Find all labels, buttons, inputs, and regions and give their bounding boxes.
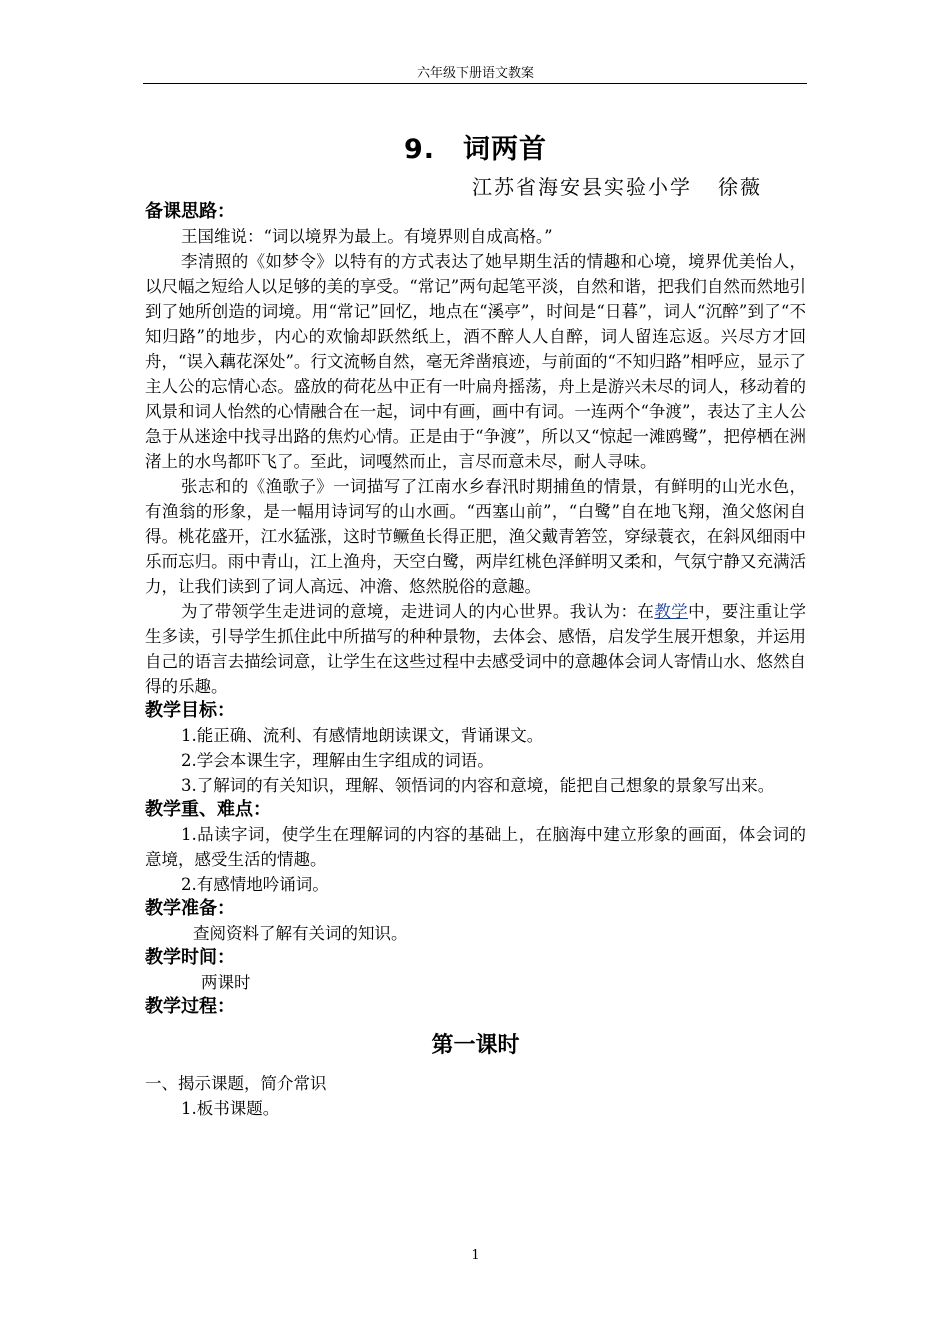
- goal-item: 3.了解词的有关知识，理解、领悟词的内容和意境，能把自己想象的景象写出来。: [181, 776, 775, 795]
- lesson-title: [145, 134, 806, 166]
- thinking-paragraph-3: 张志和的《渔歌子》一词描写了江南水乡春汛时期捕鱼的情景，有鲜明的山光水色，有渔翁的形象，是一幅用诗词写的山水画。“西塞山前”，“白鹭”自在地飞翔，渔父悠闲自得。桃花盛开，江水猛涨，这时节鳜鱼长得正肥，渔父戴青箬笠，穿绿蓑衣，在斜风细雨中乐而忘归。雨中青山，江上渔舟，天空白鹭，两岸红桃色泽鲜明又柔和，气氛宁静又充满活力，让我们读到了词人高远、冲澹、悠然脱俗的意趣。: [145, 477, 806, 596]
- goal-item: 2.学会本课生字，理解由生字组成的词语。: [181, 751, 494, 770]
- thinking-heading: 备课思路：: [145, 201, 235, 222]
- thinking-p4-after: 中，要注重让学生多读，引导学生抓住此中所描写的种种景物，去体会、感悟，启发学生展开想象，并运用自己的语言去描绘词意，让学生在这些过程中去感受词中的意趣体会词人寄情山水、悠然自得的乐趣。: [145, 602, 807, 696]
- document-body: [145, 200, 806, 1121]
- thinking-p4-before: 为了带领学生走进词的意境，走进词人的内心世界。我认为：在: [181, 602, 655, 621]
- author-name: 徐薇: [718, 175, 762, 199]
- lesson-number: 9.: [403, 134, 436, 165]
- process-heading: 教学过程：: [145, 996, 235, 1017]
- goals-heading: 教学目标：: [145, 700, 235, 721]
- teaching-link[interactable]: 教学: [654, 602, 689, 621]
- time-heading: 教学时间：: [145, 947, 235, 968]
- keypoint-item: 2.有感情地吟诵词。: [181, 875, 329, 894]
- lesson-title-text: 词两首: [463, 134, 548, 165]
- step-item: 1.板书课题。: [181, 1099, 280, 1118]
- header-rule: [143, 83, 807, 84]
- page-header: 六年级下册语文教案: [416, 66, 534, 81]
- keypoint-item: 1.品读字词，使学生在理解词的内容的基础上，在脑海中建立形象的画面，体会词的意境，感受生活的情趣。: [145, 825, 806, 869]
- time-text: 两课时: [201, 973, 251, 992]
- author-school: 江苏省海安县实验小学: [472, 175, 692, 199]
- goal-item: 1.能正确、流利、有感情地朗读课文，背诵课文。: [181, 726, 544, 745]
- prep-heading: 教学准备：: [145, 898, 235, 919]
- step-heading: 一、揭示课题，简介常识: [145, 1074, 327, 1093]
- author-line: [472, 175, 762, 199]
- first-lesson-title: 第一课时: [431, 1033, 520, 1058]
- page-number: 1: [471, 1248, 480, 1263]
- thinking-paragraph-2: 李清照的《如梦令》以特有的方式表达了她早期生活的情趣和心境，境界优美怡人，以尺幅之短给人以足够的美的享受。“常记”两句起笔平淡，自然和谐，把我们自然而然地引到了她所创造的词境。用“常记”回忆，地点在“溪亭”，时间是“日暮”，词人“沉醉”到了“不知归路”的地步，内心的欢愉却跃然纸上，酒不醉人人自醉，词人留连忘返。兴尽方才回舟，“误入藕花深处”。行文流畅自然，毫无斧凿痕迹，与前面的“不知归路”相呼应，显示了主人公的忘情心态。盛放的荷花丛中正有一叶扁舟摇荡，舟上是游兴未尽的词人，移动着的风景和词人怡然的心情融合在一起，词中有画，画中有词。一连两个“争渡”，表达了主人公急于从迷途中找寻出路的焦灼心情。正是由于“争渡”，所以又“惊起一滩鸥鹭”，把停栖在洲渚上的水鸟都吓飞了。至此，词嘎然而止，言尽而意未尽，耐人寻味。: [145, 252, 806, 471]
- thinking-paragraph-1: 王国维说：“词以境界为最上。有境界则自成高格。”: [181, 227, 553, 246]
- thinking-paragraph-4: [145, 599, 806, 699]
- prep-text: 查阅资料了解有关词的知识。: [193, 924, 408, 943]
- keypoints-heading: 教学重、难点：: [145, 799, 271, 820]
